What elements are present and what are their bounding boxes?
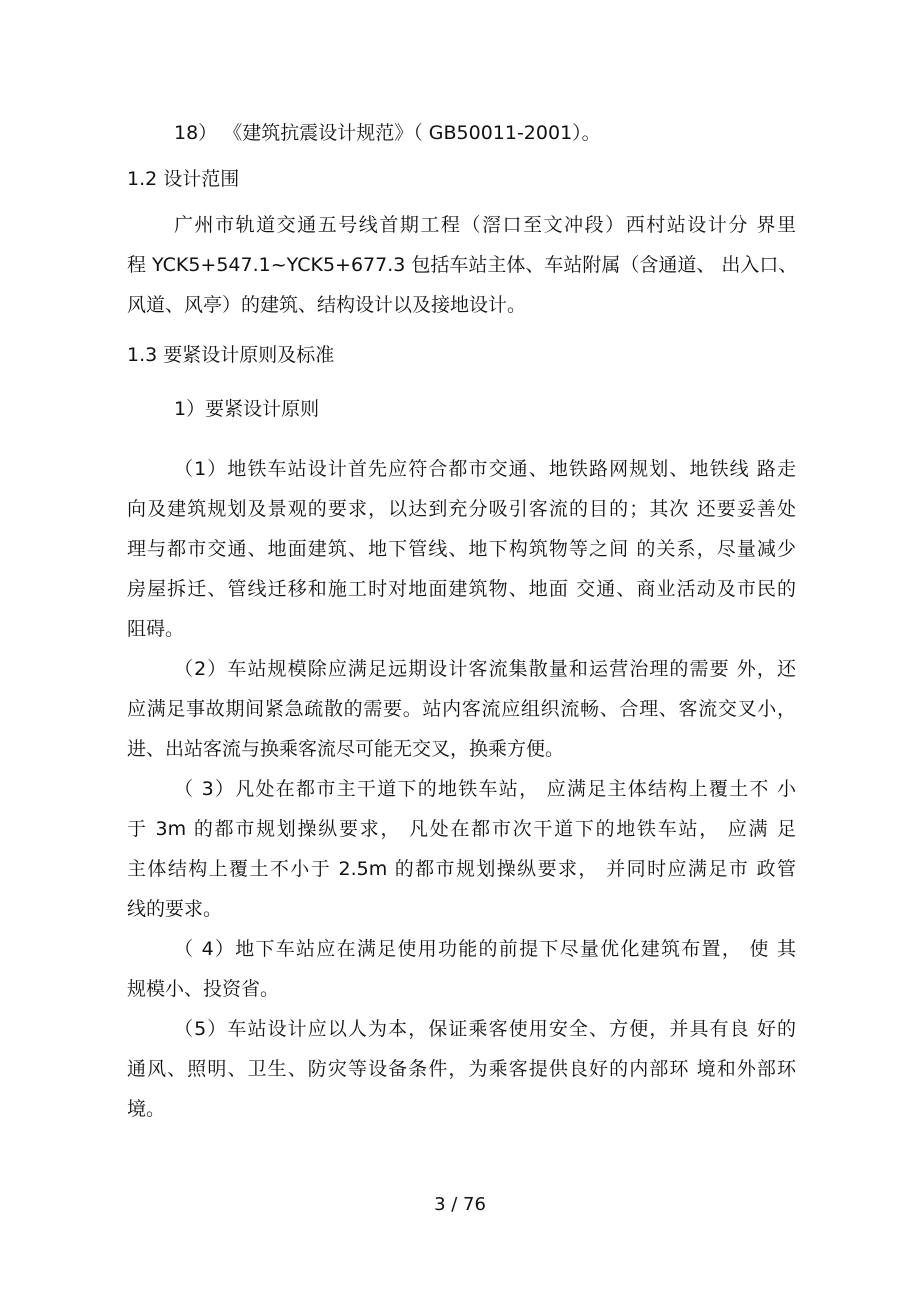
principle-item-3-line: 线的要求。 xyxy=(127,898,223,920)
principle-item-1-line: 房屋拆迁、管线迁移和施工时对地面建筑物、地面 交通、商业活动及市民的 xyxy=(127,578,796,600)
principle-item-5-line: 境。 xyxy=(127,1098,166,1120)
principle-item-2-line: 进、出站客流与换乘客流尽可能无交叉，换乘方便。 xyxy=(127,738,565,760)
principle-item-3-line: （ 3）凡处在都市主干道下的地铁车站， 应满足主体结构上覆土不 小 xyxy=(174,778,796,800)
principle-item-1-line: （1）地铁车站设计首先应符合都市交通、地铁路网规划、地铁线 路走 xyxy=(174,458,796,480)
section-heading-1-3: 1.3 要紧设计原则及标准 xyxy=(127,344,335,366)
paragraph-line: 程 YCK5+547.1~YCK5+677.3 包括车站主体、车站附属（含通道、 出入口、 xyxy=(127,254,798,276)
paragraph-line: 广州市轨道交通五号线首期工程（滘口至文冲段）西村站设计分 界里 xyxy=(174,214,796,236)
principle-item-3-line: 于 3m 的都市规划操纵要求， 凡处在都市次干道下的地铁车站， 应满 足 xyxy=(127,818,796,840)
principle-item-4-line: （ 4）地下车站应在满足使用功能的前提下尽量优化建筑布置， 使 其 xyxy=(174,938,796,960)
principle-item-5-line: （5）车站设计应以人为本，保证乘客使用安全、方便，并具有良 好的 xyxy=(174,1018,796,1040)
reference-item-18: 18） 《建筑抗震设计规范》（ GB50011-2001）。 xyxy=(174,122,601,144)
principle-item-4-line: 规模小、投资省。 xyxy=(127,978,280,1000)
sub-heading: 1）要紧设计原则 xyxy=(174,398,320,420)
principle-item-2-line: （2）车站规模除应满足远期设计客流集散量和运营治理的需要 外，还 xyxy=(174,658,796,680)
principle-item-5-line: 通风、照明、卫生、防灾等设备条件，为乘客提供良好的内部环 境和外部环 xyxy=(127,1058,796,1080)
page-number: 3 / 76 xyxy=(434,1194,486,1215)
principle-item-3-line: 主体结构上覆土不小于 2.5m 的都市规划操纵要求， 并同时应满足市 政管 xyxy=(127,858,796,880)
principle-item-1-line: 阻碍。 xyxy=(127,618,185,640)
paragraph-line: 风道、风亭）的建筑、结构设计以及接地设计。 xyxy=(127,294,527,316)
principle-item-1-line: 向及建筑规划及景观的要求，以达到充分吸引客流的目的；其次 还要妥善处 xyxy=(127,498,796,520)
principle-item-1-line: 理与都市交通、地面建筑、地下管线、地下构筑物等之间 的关系，尽量减少 xyxy=(127,538,796,560)
section-heading-1-2: 1.2 设计范围 xyxy=(127,168,240,190)
principle-item-2-line: 应满足事故期间紧急疏散的需要。站内客流应组织流畅、合理、客流交叉小， xyxy=(127,698,796,720)
